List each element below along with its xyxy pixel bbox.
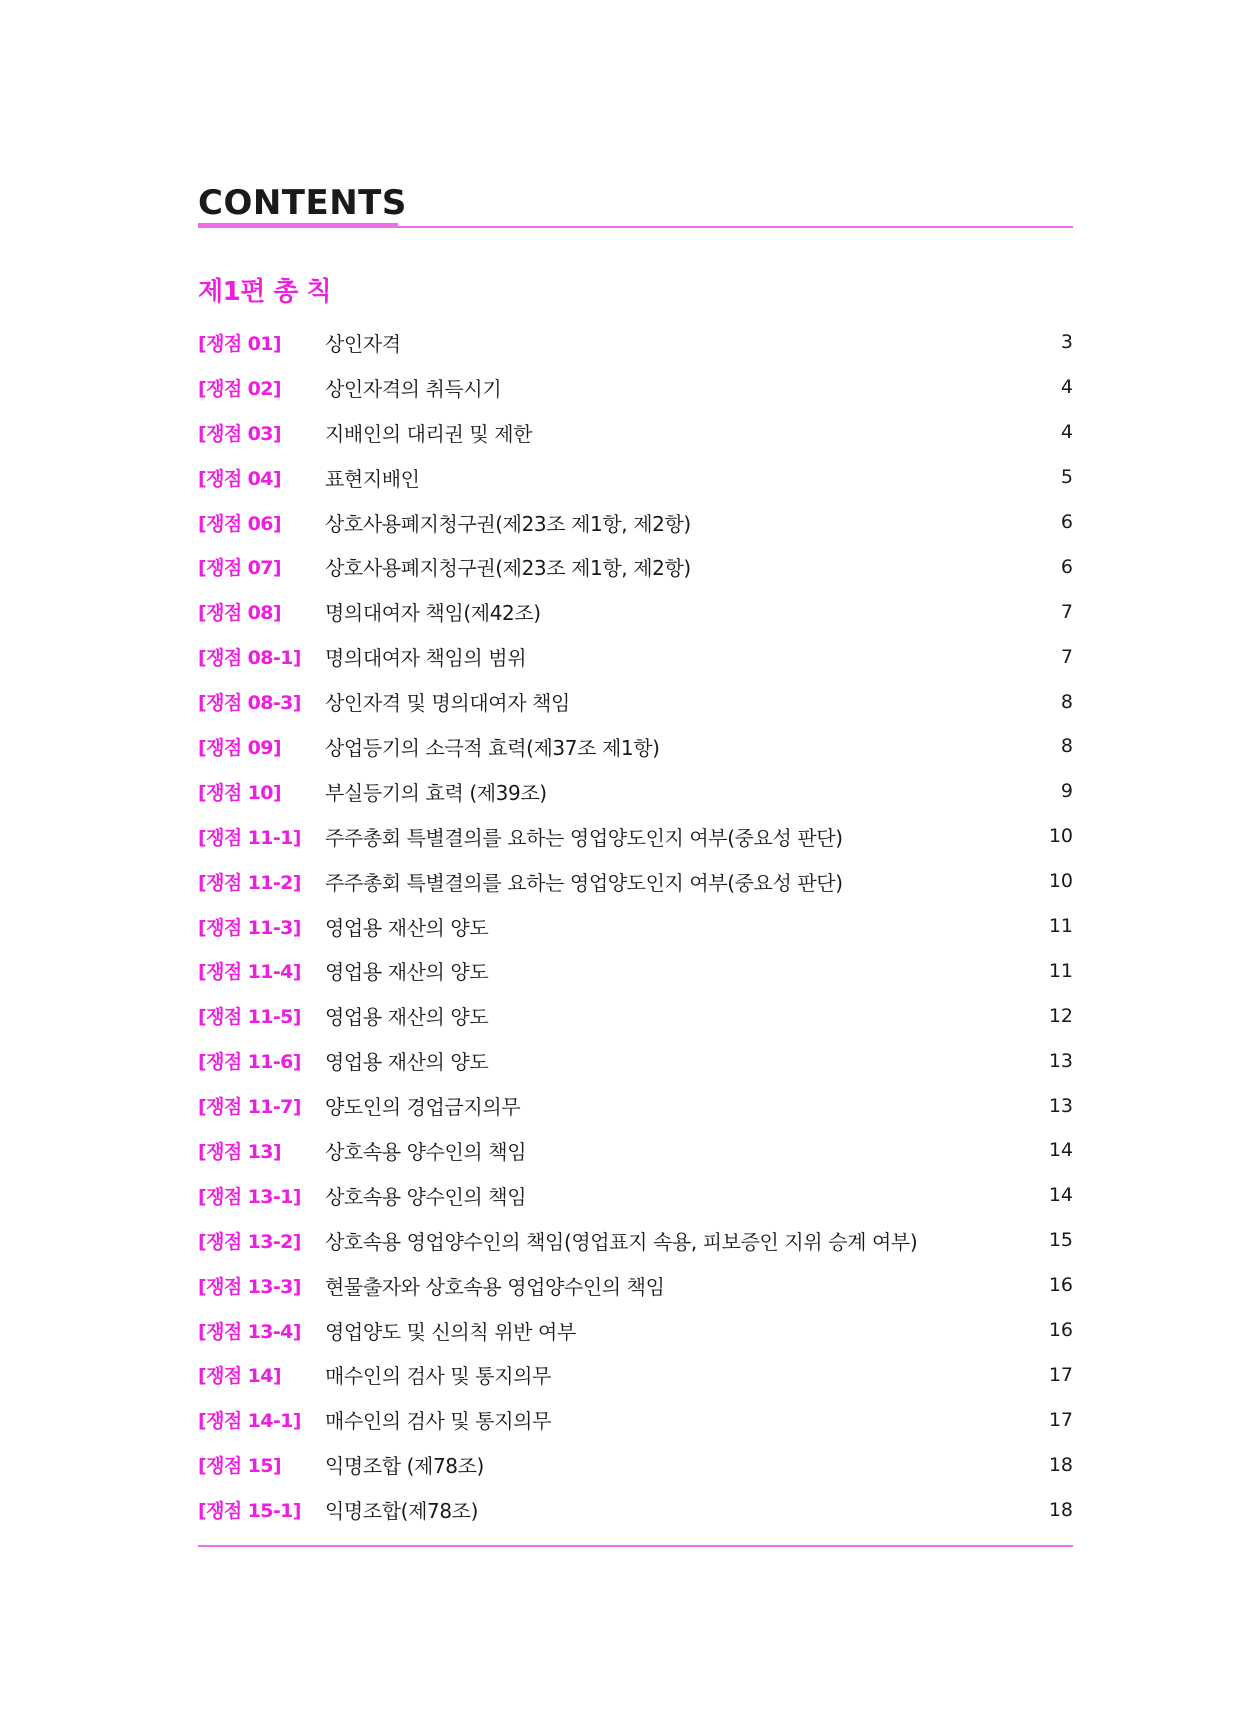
toc-entry[interactable]	[198, 814, 1073, 859]
toc-entry-title: 영업용 재산의 양도	[325, 1050, 489, 1075]
toc-entry-tag: [쟁점 13-2]	[198, 1230, 301, 1253]
toc-entry-title: 상호속용 영업양수인의 책임(영업표지 속용, 피보증인 지위 승계 여부)	[325, 1229, 918, 1254]
toc-entry-page-number: 18	[1048, 1453, 1073, 1476]
toc-entry-title: 현물출자와 상호속용 영업양수인의 책임	[325, 1274, 665, 1299]
toc-entry[interactable]	[198, 769, 1073, 814]
toc-entry-tag: [쟁점 08-1]	[198, 647, 301, 670]
toc-entry-title: 영업용 재산의 양도	[325, 915, 489, 940]
toc-entry[interactable]	[198, 1397, 1073, 1442]
toc-entry[interactable]	[198, 1308, 1073, 1353]
toc-entry-title: 명의대여자 책임의 범위	[325, 646, 527, 671]
toc-entry-page-number: 4	[1060, 376, 1073, 399]
toc-entry-title: 주주총회 특별결의를 요하는 영업양도인지 여부(중요성 판단)	[325, 825, 843, 850]
toc-entry-title: 상호사용폐지청구권(제23조 제1항, 제2항)	[325, 511, 691, 536]
toc-entry-page-number: 7	[1060, 645, 1073, 668]
toc-entry[interactable]	[198, 455, 1073, 500]
toc-entry-tag: [쟁점 13-3]	[198, 1275, 301, 1298]
toc-entry-tag: [쟁점 13-1]	[198, 1185, 301, 1208]
toc-entry-tag: [쟁점 14]	[198, 1365, 281, 1388]
toc-entry[interactable]	[198, 1263, 1073, 1308]
toc-entry-page-number: 11	[1048, 959, 1073, 982]
toc-entry-title: 상호속용 양수인의 책임	[325, 1139, 527, 1164]
toc-entry-tag: [쟁점 11-1]	[198, 826, 301, 849]
toc-entry-page-number: 17	[1048, 1408, 1073, 1431]
toc-entry-tag: [쟁점 13-4]	[198, 1320, 301, 1343]
toc-entry-title: 영업용 재산의 양도	[325, 960, 489, 985]
toc-entry-page-number: 14	[1048, 1139, 1073, 1162]
toc-entry-title: 익명조합(제78조)	[325, 1499, 478, 1524]
toc-entry[interactable]	[198, 320, 1073, 365]
toc-entry[interactable]	[198, 1352, 1073, 1397]
toc-entry-tag: [쟁점 07]	[198, 557, 281, 580]
toc-entry-tag: [쟁점 15-1]	[198, 1500, 301, 1523]
toc-entry[interactable]	[198, 1173, 1073, 1218]
toc-entry[interactable]	[198, 724, 1073, 769]
toc-entry-tag: [쟁점 13]	[198, 1140, 281, 1163]
toc-entry[interactable]	[198, 1487, 1073, 1532]
bottom-divider	[198, 1545, 1073, 1547]
toc-entry-title: 매수인의 검사 및 통지의무	[325, 1364, 551, 1389]
toc-entry-page-number: 15	[1048, 1229, 1073, 1252]
toc-entry[interactable]	[198, 948, 1073, 993]
toc-entry-page-number: 12	[1048, 1004, 1073, 1027]
toc-entry[interactable]	[198, 1038, 1073, 1083]
toc-entry-title: 상호사용폐지청구권(제23조 제1항, 제2항)	[325, 556, 691, 581]
toc-entry-page-number: 4	[1060, 421, 1073, 444]
page-title: CONTENTS	[198, 183, 407, 223]
toc-entry-tag: [쟁점 11-6]	[198, 1051, 301, 1074]
toc-entry[interactable]	[198, 365, 1073, 410]
toc-entry-tag: [쟁점 02]	[198, 377, 281, 400]
toc-entry-page-number: 9	[1060, 780, 1073, 803]
toc-entry-page-number: 17	[1048, 1363, 1073, 1386]
toc-entry-page-number: 11	[1048, 915, 1073, 938]
toc-entry-page-number: 8	[1060, 735, 1073, 758]
toc-entry-tag: [쟁점 11-4]	[198, 961, 301, 984]
toc-entry-tag: [쟁점 11-5]	[198, 1006, 301, 1029]
toc-entry-tag: [쟁점 14-1]	[198, 1410, 301, 1433]
toc-entry-title: 익명조합 (제78조)	[325, 1454, 484, 1479]
toc-entry-title: 지배인의 대리권 및 제한	[325, 421, 533, 446]
toc-entry-tag: [쟁점 08]	[198, 602, 281, 625]
toc-entry-title: 명의대여자 책임(제42조)	[325, 601, 541, 626]
toc-entry-tag: [쟁점 04]	[198, 467, 281, 490]
toc-entry[interactable]	[198, 1083, 1073, 1128]
toc-entry-tag: [쟁점 06]	[198, 512, 281, 535]
toc-entry-page-number: 16	[1048, 1319, 1073, 1342]
toc-entry[interactable]	[198, 859, 1073, 904]
toc-entry-page-number: 13	[1048, 1049, 1073, 1072]
toc-entry-page-number: 10	[1048, 825, 1073, 848]
toc-entry-title: 상인자격 및 명의대여자 책임	[325, 691, 570, 716]
toc-entry[interactable]	[198, 1128, 1073, 1173]
toc-entry[interactable]	[198, 634, 1073, 679]
toc-entry-page-number: 16	[1048, 1274, 1073, 1297]
toc-entry-page-number: 8	[1060, 690, 1073, 713]
toc-entry-page-number: 6	[1060, 555, 1073, 578]
toc-entry-title: 양도인의 경업금지의무	[325, 1095, 521, 1120]
title-underline-accent	[198, 223, 398, 228]
toc-entry-tag: [쟁점 09]	[198, 736, 281, 759]
toc-entry-title: 부실등기의 효력 (제39조)	[325, 780, 547, 805]
toc-entry-title: 상업등기의 소극적 효력(제37조 제1항)	[325, 735, 660, 760]
toc-entry-title: 매수인의 검사 및 통지의무	[325, 1409, 551, 1434]
toc-entry[interactable]	[198, 904, 1073, 949]
toc-entry-title: 상호속용 양수인의 책임	[325, 1184, 527, 1209]
toc-entry-page-number: 6	[1060, 511, 1073, 533]
toc-entry-page-number: 7	[1060, 600, 1073, 623]
toc-list	[198, 320, 1073, 1532]
toc-entry-tag: [쟁점 11-7]	[198, 1096, 301, 1119]
toc-entry-tag: [쟁점 01]	[198, 332, 281, 355]
toc-entry-tag: [쟁점 03]	[198, 422, 281, 445]
toc-entry[interactable]	[198, 410, 1073, 455]
toc-entry-page-number: 13	[1048, 1094, 1073, 1117]
toc-entry[interactable]	[198, 500, 1073, 545]
toc-entry-title: 표현지배인	[325, 466, 420, 491]
section-title: 제1편 총 칙	[198, 277, 332, 307]
toc-entry-page-number: 3	[1060, 331, 1073, 354]
toc-entry-page-number: 10	[1048, 870, 1073, 893]
toc-entry-title: 상인자격의 취득시기	[325, 376, 502, 401]
toc-entry[interactable]	[198, 1218, 1073, 1263]
toc-entry-page-number: 14	[1048, 1184, 1073, 1207]
toc-entry-title: 영업용 재산의 양도	[325, 1005, 489, 1030]
toc-entry-tag: [쟁점 10]	[198, 781, 281, 804]
toc-entry[interactable]	[198, 544, 1073, 589]
toc-entry-tag: [쟁점 15]	[198, 1455, 281, 1478]
toc-entry[interactable]	[198, 589, 1073, 634]
toc-entry-tag: [쟁점 11-3]	[198, 916, 301, 939]
toc-entry-tag: [쟁점 08-3]	[198, 692, 301, 715]
toc-entry-page-number: 5	[1060, 466, 1073, 489]
toc-entry-title: 영업양도 및 신의칙 위반 여부	[325, 1319, 576, 1344]
toc-entry[interactable]	[198, 993, 1073, 1038]
toc-entry-title: 상인자격	[325, 331, 401, 356]
toc-entry-page-number: 18	[1048, 1498, 1073, 1521]
toc-entry[interactable]	[198, 1442, 1073, 1487]
toc-entry-tag: [쟁점 11-2]	[198, 871, 301, 894]
toc-entry[interactable]	[198, 679, 1073, 724]
toc-entry-title: 주주총회 특별결의를 요하는 영업양도인지 여부(중요성 판단)	[325, 870, 843, 895]
